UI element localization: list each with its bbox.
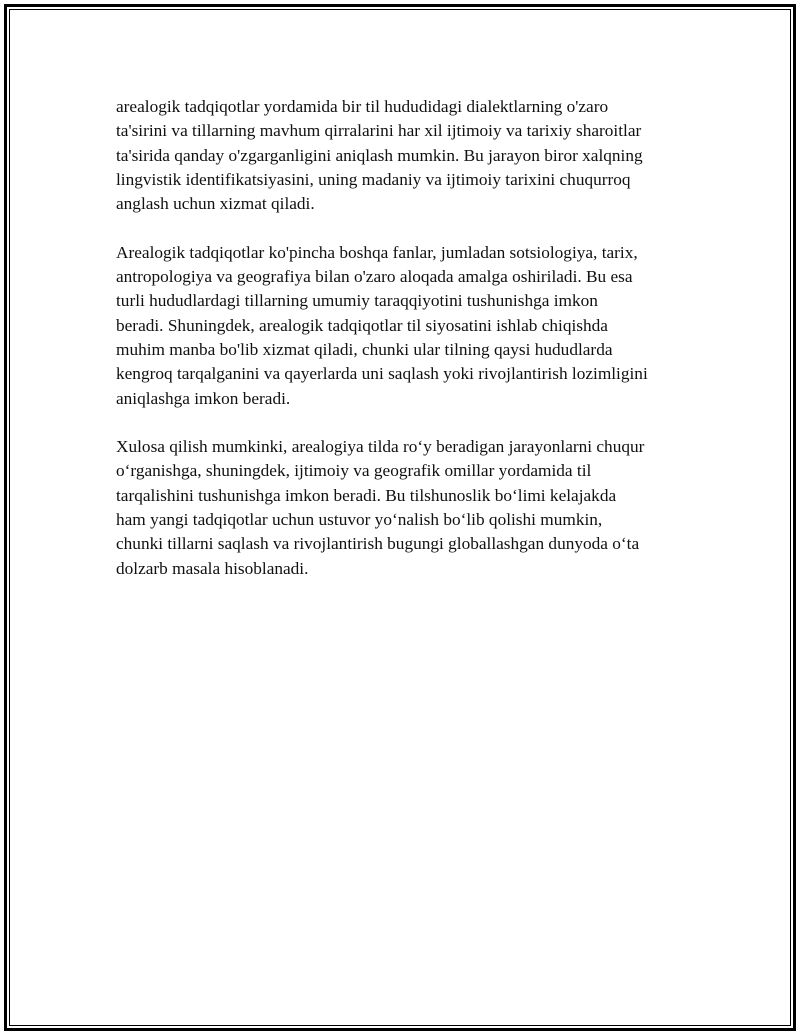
document-body — [116, 95, 696, 605]
document-page — [4, 4, 796, 1031]
paragraph-3: Xulosa qilish mumkinki, arealogiya tilda ro‘y beradigan jarayonlarni chuqur o‘rganishga, shuningdek, ijtimoiy va geografik omillar yordamida til tarqalishini tushunishga imkon beradi. Bu tilshunoslik bo‘limi kelajakda ham yangi tadqiqotlar uchun ustuvor yo‘nalish bo‘lib qolishi mumkin, chunki tillarni saqlash va rivojlantirish bugungi globallashgan dunyoda o‘ta dolzarb masala hisoblanadi. — [116, 437, 645, 578]
paragraph-1: arealogik tadqiqotlar yordamida bir til hududidagi dialektlarning o'zaro ta'sirini va tillarning mavhum qirralarini har xil ijtimoiy va tarixiy sharoitlar ta'sirida qanday o'zgarganligini aniqlash mumkin. Bu jarayon biror xalqning lingvistik identifikatsiyasini, uning madaniy va ijtimoiy tarixini chuqurroq anglash uchun xizmat qiladi. — [116, 97, 643, 214]
paragraph-2: Arealogik tadqiqotlar ko'pincha boshqa fanlar, jumladan sotsiologiya, tarix, antropologiya va geografiya bilan o'zaro aloqada amalga oshiriladi. Bu esa turli hududlardagi tillarning umumiy taraqqiyotini tushunishga imkon beradi. Shuningdek, arealogik tadqiqotlar til siyosatini ishlab chiqishda muhim manba bo'lib xizmat qiladi, chunki ular tilning qaysi hududlarda kengroq tarqalganini va qayerlarda uni saqlash yoki rivojlantirish lozimligini aniqlashga imkon beradi. — [116, 242, 648, 408]
